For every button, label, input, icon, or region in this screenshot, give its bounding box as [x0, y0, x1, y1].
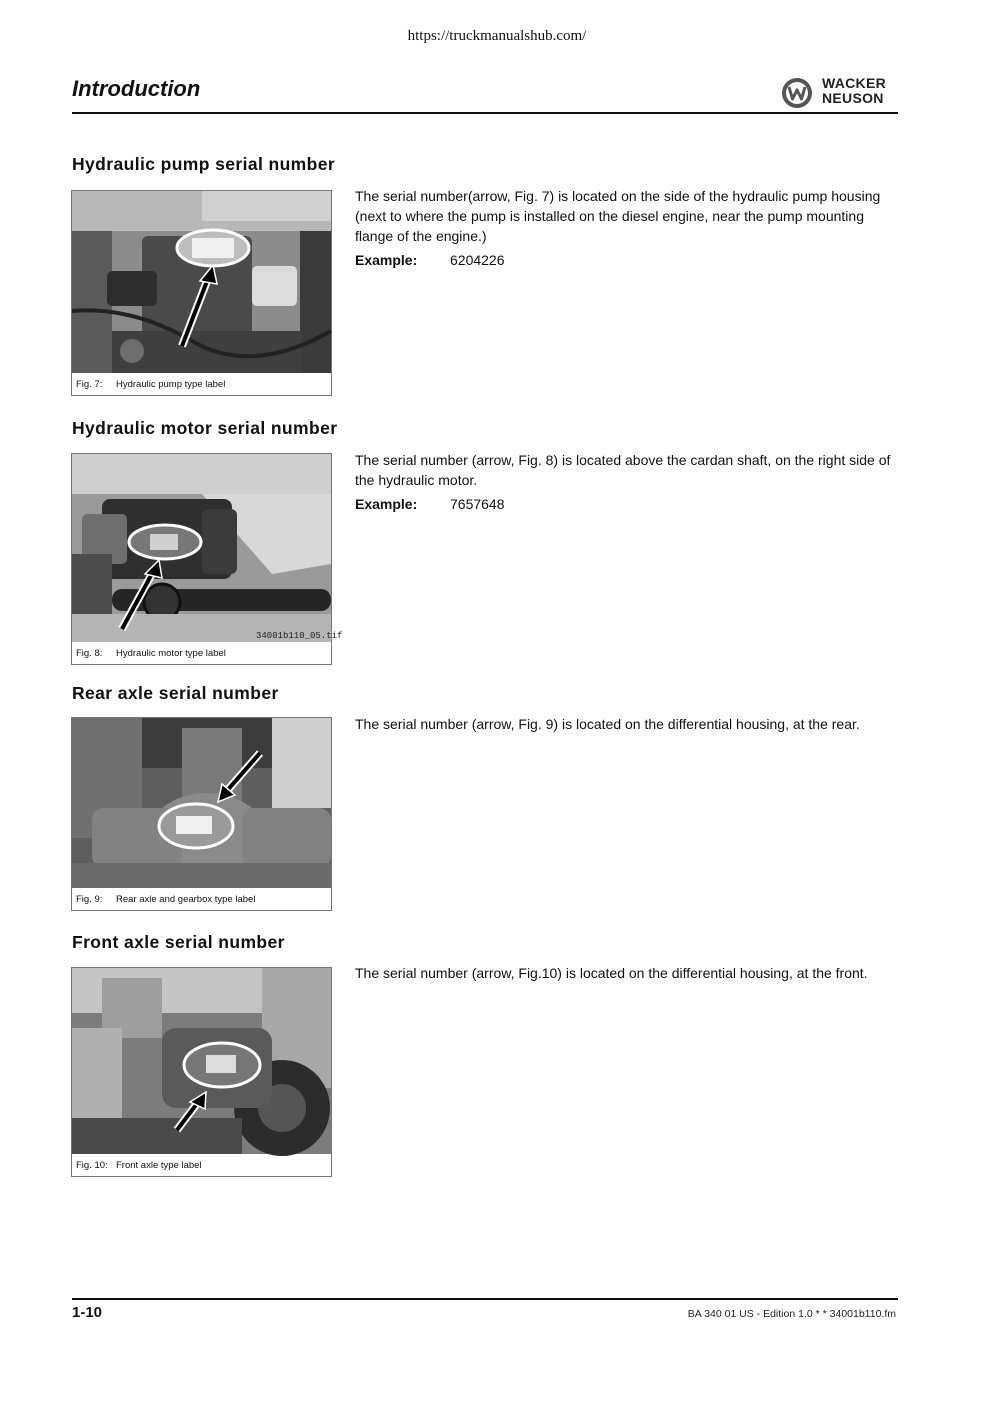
figure-9: [71, 717, 332, 911]
image-file-label: 34001b110_05.tif: [256, 631, 343, 641]
example-label: Example:: [355, 496, 418, 512]
chapter-title: Introduction: [72, 76, 201, 101]
section-heading-motor: Hydraulic motor serial number: [72, 418, 338, 438]
figure-8-caption-text: Hydraulic motor type label: [116, 648, 226, 659]
section-text-pump: The serial number(arrow, Fig. 7) is located on the side of the hydraulic pump housing (next to where the pump is installed on the diesel engine, near the pump mounting flange of the engine.): [355, 188, 881, 244]
rear-axle-photo: [72, 718, 331, 888]
example-value: 6204226: [450, 252, 505, 268]
logo-line-2: NEUSON: [822, 90, 884, 106]
figure-10-caption-text: Front axle type label: [116, 1160, 202, 1171]
example-pump: [355, 250, 900, 270]
source-url[interactable]: https://truckmanualshub.com/: [407, 28, 587, 44]
section-text-rear-axle: The serial number (arrow, Fig. 9) is located on the differential housing, at the rear.: [355, 716, 860, 732]
section-body-front-axle: [355, 963, 900, 983]
section-heading-rear-axle: Rear axle serial number: [72, 683, 279, 703]
figure-10-caption: [72, 1154, 331, 1176]
figure-8-caption: [72, 642, 331, 664]
figure-7-caption-text: Hydraulic pump type label: [116, 379, 226, 390]
hydraulic-pump-photo: [72, 191, 331, 373]
example-value: 7657648: [450, 496, 505, 512]
section-body-pump: [355, 186, 900, 270]
section-body-motor: [355, 450, 900, 514]
section-heading-pump: Hydraulic pump serial number: [72, 154, 336, 174]
page-number: 1-10: [72, 1304, 103, 1321]
document-reference: BA 340 01 US - Edition 1.0 * * 34001b110.fm: [687, 1308, 896, 1320]
logo-line-1: WACKER: [822, 75, 887, 91]
figure-7: [71, 190, 332, 396]
figure-9-caption-text: Rear axle and gearbox type label: [116, 894, 256, 905]
section-body-rear-axle: [355, 714, 900, 734]
section-text-motor: The serial number (arrow, Fig. 8) is located above the cardan shaft, on the right side of the hydraulic motor.: [355, 452, 891, 488]
figure-7-number: Fig. 7:: [76, 379, 103, 390]
figure-7-caption: [72, 373, 331, 395]
logo-emblem-icon: [780, 76, 814, 110]
figure-8: [71, 453, 343, 665]
figure-10-number: Fig. 10:: [76, 1160, 108, 1171]
footer-rule: [72, 1298, 898, 1300]
section-text-front-axle: The serial number (arrow, Fig.10) is located on the differential housing, at the front.: [355, 965, 868, 981]
front-axle-photo: [72, 968, 331, 1154]
figure-9-caption: [72, 888, 331, 910]
figure-10: [71, 967, 332, 1177]
example-motor: [355, 494, 900, 514]
example-label: Example:: [355, 252, 418, 268]
wacker-neuson-logo: [780, 76, 900, 110]
header-rule: [72, 112, 898, 114]
logo-wordmark: [822, 76, 886, 106]
figure-8-number: Fig. 8:: [76, 648, 103, 659]
section-heading-front-axle: Front axle serial number: [72, 932, 285, 952]
hydraulic-motor-photo: [72, 454, 343, 642]
figure-9-number: Fig. 9:: [76, 894, 103, 905]
